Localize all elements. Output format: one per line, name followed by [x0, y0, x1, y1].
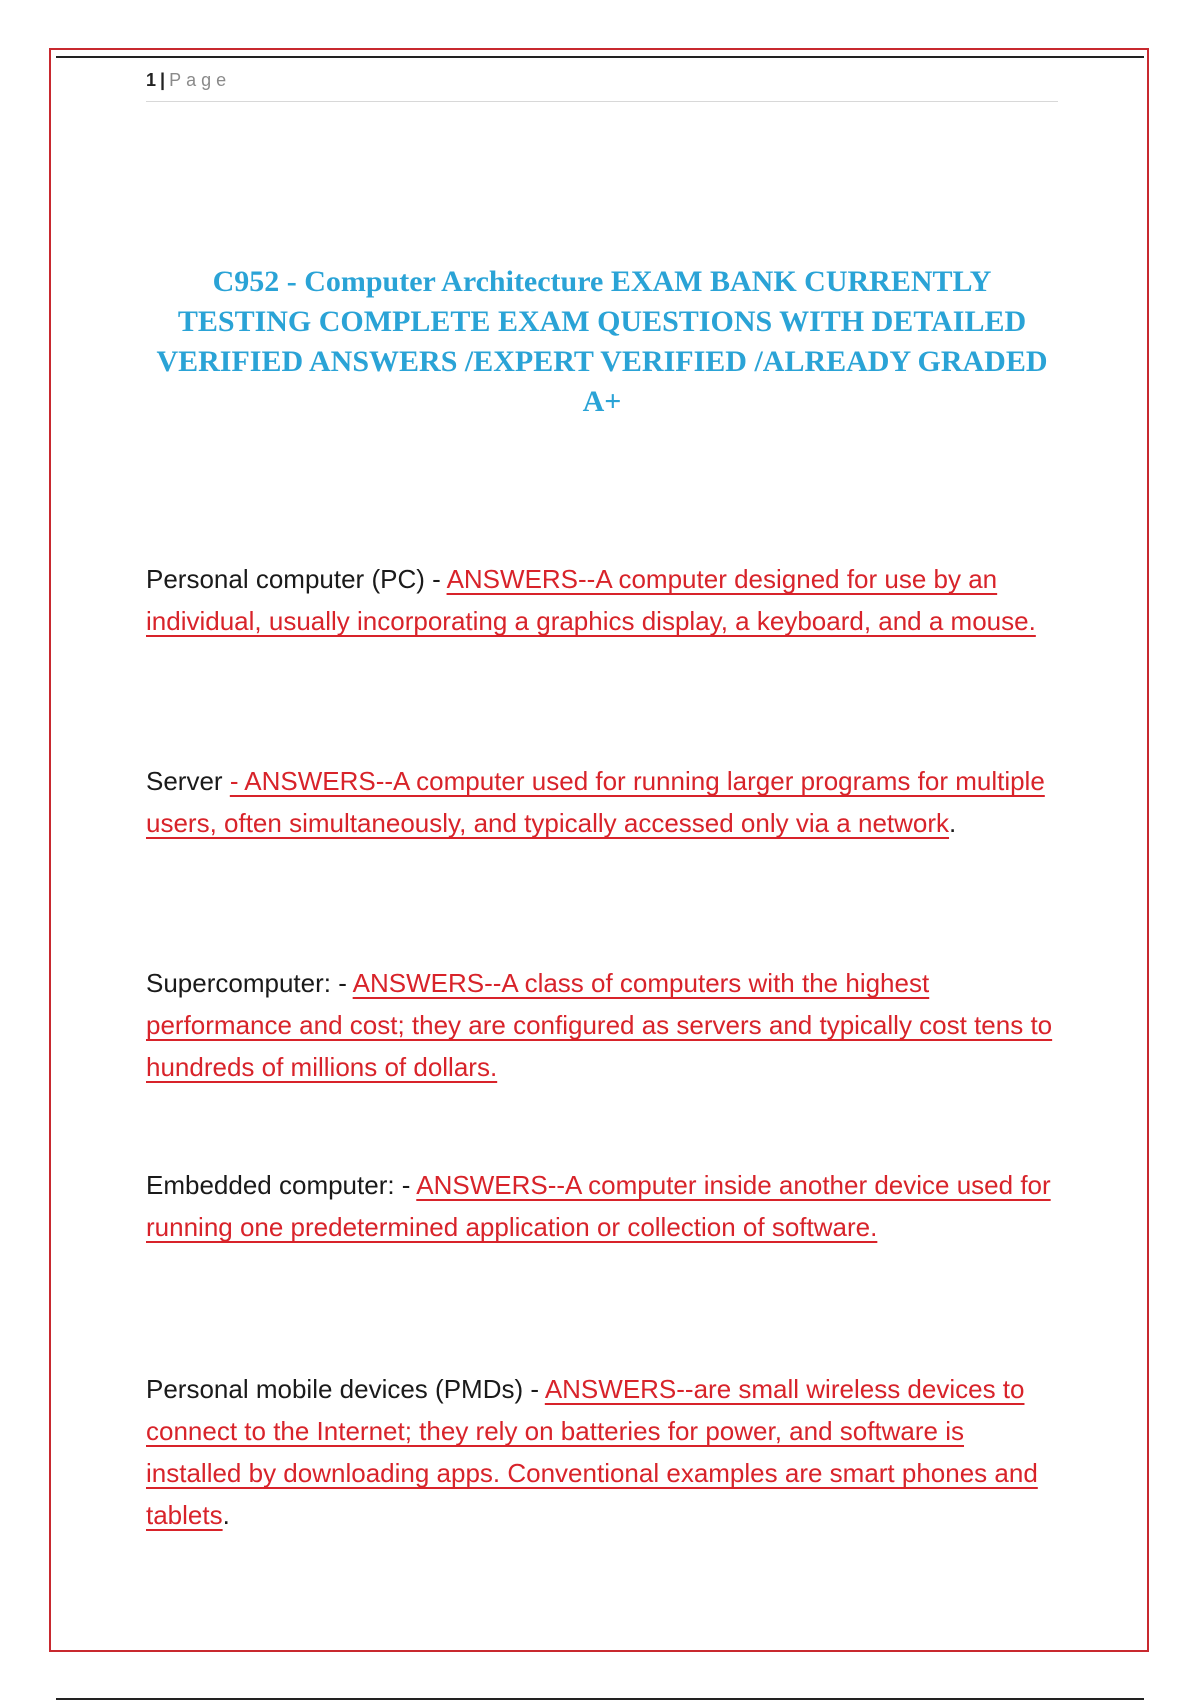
qa-answer: ANSWERS--are small wireless devices to connect to the Internet; they rely on batteries for power, and software is installed by downloading apps. Conventional examples are smart phones and tablets	[146, 1374, 1038, 1530]
page-label: Page	[169, 70, 232, 90]
qa-term: Personal mobile devices (PMDs) -	[146, 1374, 545, 1404]
qa-tail: .	[949, 808, 957, 838]
qa-entry-embedded	[146, 1164, 1058, 1248]
qa-entry-pmd	[146, 1368, 1058, 1536]
page-header	[146, 70, 1058, 102]
qa-term: Server	[146, 766, 230, 796]
qa-answer: - ANSWERS--A computer used for running larger programs for multiple users, often simultaneously, and typically accessed only via a network	[146, 766, 1045, 838]
qa-term: Embedded computer: -	[146, 1170, 417, 1200]
qa-tail: .	[222, 1500, 230, 1530]
qa-entry-supercomputer	[146, 962, 1058, 1088]
qa-answer: ANSWERS--A computer inside another device used for running one predetermined application or collection of software.	[146, 1170, 1051, 1242]
top-rule	[56, 56, 1144, 58]
header-separator: |	[160, 70, 166, 90]
document-title: C952 - Computer Architecture EXAM BANK CURRENTLY TESTING COMPLETE EXAM QUESTIONS WITH DETAILED VERIFIED ANSWERS /EXPERT VERIFIED /ALREADY GRADED A+	[156, 265, 1048, 418]
qa-entry-server	[146, 760, 1058, 844]
qa-answer: ANSWERS--A computer designed for use by an individual, usually incorporating a graphics display, a keyboard, and a mouse.	[146, 564, 1036, 636]
qa-entry-pc	[146, 558, 1058, 642]
page-number: 1	[146, 70, 157, 90]
qa-term: Personal computer (PC) -	[146, 564, 447, 594]
qa-term: Supercomputer: -	[146, 968, 353, 998]
qa-answer: ANSWERS--A class of computers with the highest performance and cost; they are configured as servers and typically cost tens to hundreds of millions of dollars.	[146, 968, 1053, 1082]
